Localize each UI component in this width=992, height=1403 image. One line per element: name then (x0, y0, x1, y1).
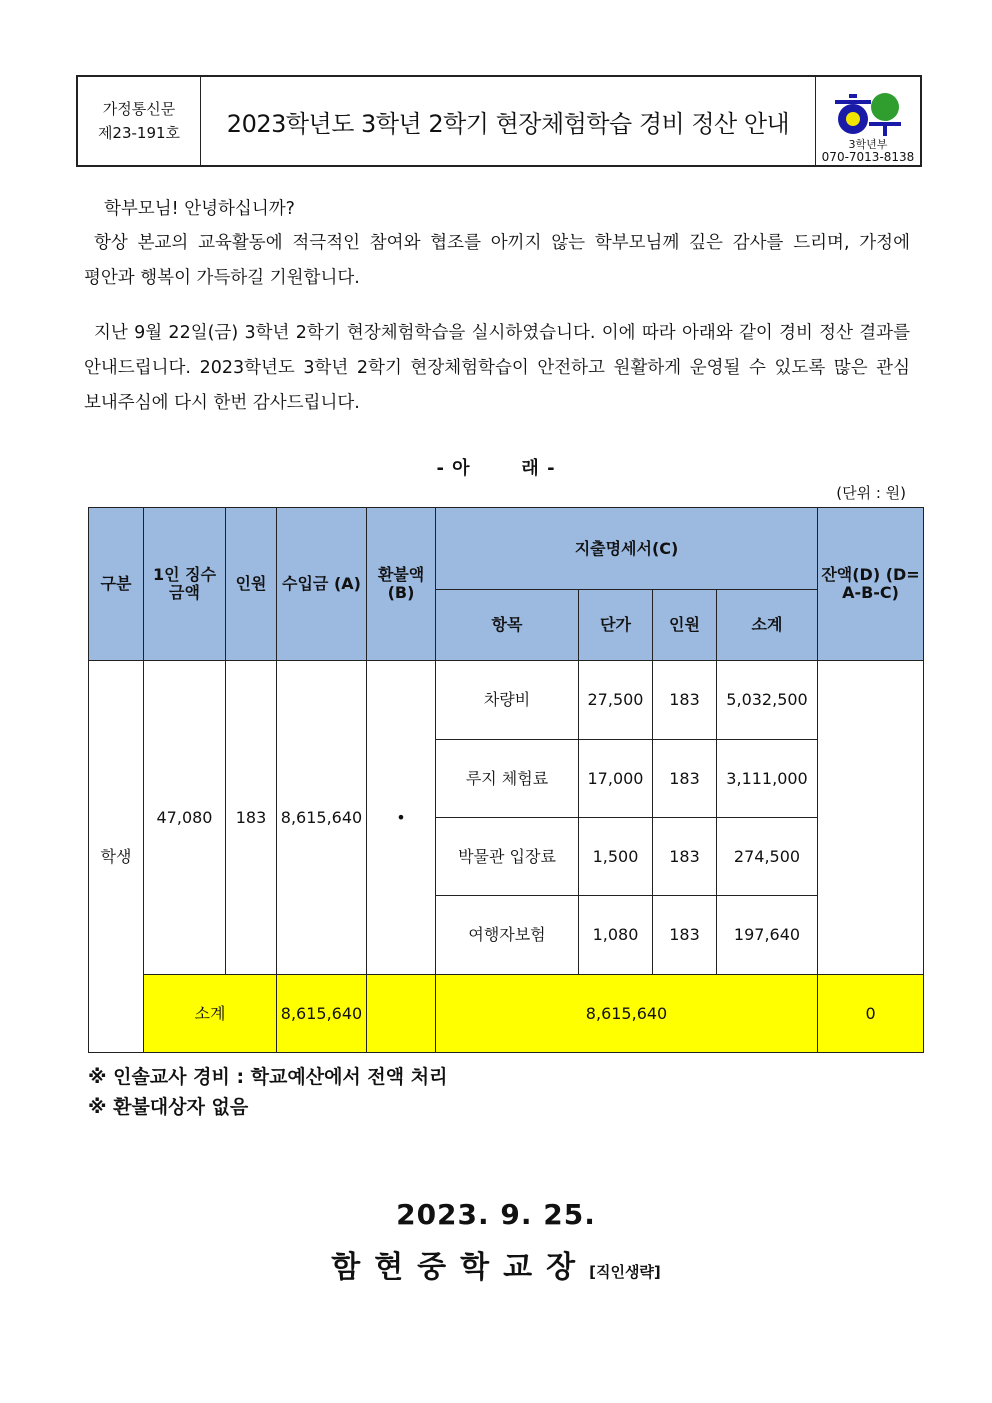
income-cell: 8,615,640 (277, 661, 367, 975)
school-logo-icon (833, 91, 903, 137)
department-label: 3학년부 (848, 138, 888, 151)
unit-label: (단위 : 원) (836, 484, 906, 502)
greeting: 학부모님! 안녕하십니까? (104, 199, 295, 219)
header-unit-price: 단가 (579, 590, 653, 661)
group-cell: 학생 (89, 661, 144, 1053)
item-name: 여행자보험 (436, 896, 579, 975)
item-subtotal: 274,500 (717, 818, 818, 896)
item-price: 27,500 (579, 661, 653, 740)
item-name: 차량비 (436, 661, 579, 740)
count-cell: 183 (226, 661, 277, 975)
notice-category: 가정통신문 (102, 100, 176, 118)
item-count: 183 (653, 818, 717, 896)
item-count: 183 (653, 661, 717, 740)
total-income: 8,615,640 (277, 975, 367, 1053)
balance-empty-cell (818, 661, 924, 975)
school-principal: 함현중학교장 (331, 1250, 590, 1285)
refund-cell: • (367, 661, 436, 975)
item-subtotal: 3,111,000 (717, 740, 818, 818)
item-subtotal: 197,640 (717, 896, 818, 975)
notice-header (76, 75, 922, 167)
table-row (89, 661, 924, 740)
settlement-table (88, 507, 924, 1053)
seal-omitted: [직인생략] (589, 1263, 661, 1281)
item-name: 박물관 입장료 (436, 818, 579, 896)
document-title: 2023학년도 3학년 2학기 현장체험학습 경비 정산 안내 (201, 77, 816, 165)
header-balance: 잔액(D) (D=A-B-C) (818, 508, 924, 661)
header-item-count: 인원 (653, 590, 717, 661)
header-category: 구분 (89, 508, 144, 661)
total-balance: 0 (818, 975, 924, 1053)
item-price: 1,080 (579, 896, 653, 975)
item-subtotal: 5,032,500 (717, 661, 818, 740)
header-subtotal: 소계 (717, 590, 818, 661)
total-row (89, 975, 924, 1053)
header-refund: 환불액 (B) (367, 508, 436, 661)
item-price: 1,500 (579, 818, 653, 896)
notice-number: 제23-191호 (97, 124, 181, 142)
total-refund (367, 975, 436, 1053)
item-count: 183 (653, 740, 717, 818)
header-income: 수입금 (A) (277, 508, 367, 661)
paragraph-thanks: 항상 본교의 교육활동에 적극적인 참여와 협조를 아끼지 않는 학부모님께 깊은 감사를 드리며, 가정에 평안과 행복이 가득하길 기원합니다. (84, 233, 910, 288)
item-count: 183 (653, 896, 717, 975)
issue-date: 2023. 9. 25. (396, 1198, 596, 1231)
paragraph-settlement: 지난 9월 22일(금) 3학년 2학기 현장체험학습을 실시하였습니다. 이에 따라 아래와 같이 경비 정산 결과를 안내드립니다. 2023학년도 3학년 2학기 현장체험학습이 안전하고 원활하게 운영될 수 있도록 많은 관심 보내주심에 다시 한번 감사드립니다. (84, 323, 910, 413)
header-per-person: 1인 징수금액 (144, 508, 226, 661)
per-person-cell: 47,080 (144, 661, 226, 975)
header-item: 항목 (436, 590, 579, 661)
note-teacher-expense: ※ 인솔교사 경비 : 학교예산에서 전액 처리 (88, 1066, 448, 1088)
item-name: 루지 체험료 (436, 740, 579, 818)
item-price: 17,000 (579, 740, 653, 818)
notice-id-box (78, 77, 201, 165)
total-label: 소계 (144, 975, 277, 1053)
section-label-arae: - 아 래 - (436, 458, 556, 479)
department-phone: 070-7013-8138 (821, 150, 915, 164)
header-count: 인원 (226, 508, 277, 661)
header-expense: 지출명세서(C) (436, 508, 818, 590)
principal-signature (0, 1242, 992, 1286)
total-expense: 8,615,640 (436, 975, 818, 1053)
department-logo-box (816, 77, 920, 165)
note-no-refund: ※ 환불대상자 없음 (88, 1096, 249, 1118)
